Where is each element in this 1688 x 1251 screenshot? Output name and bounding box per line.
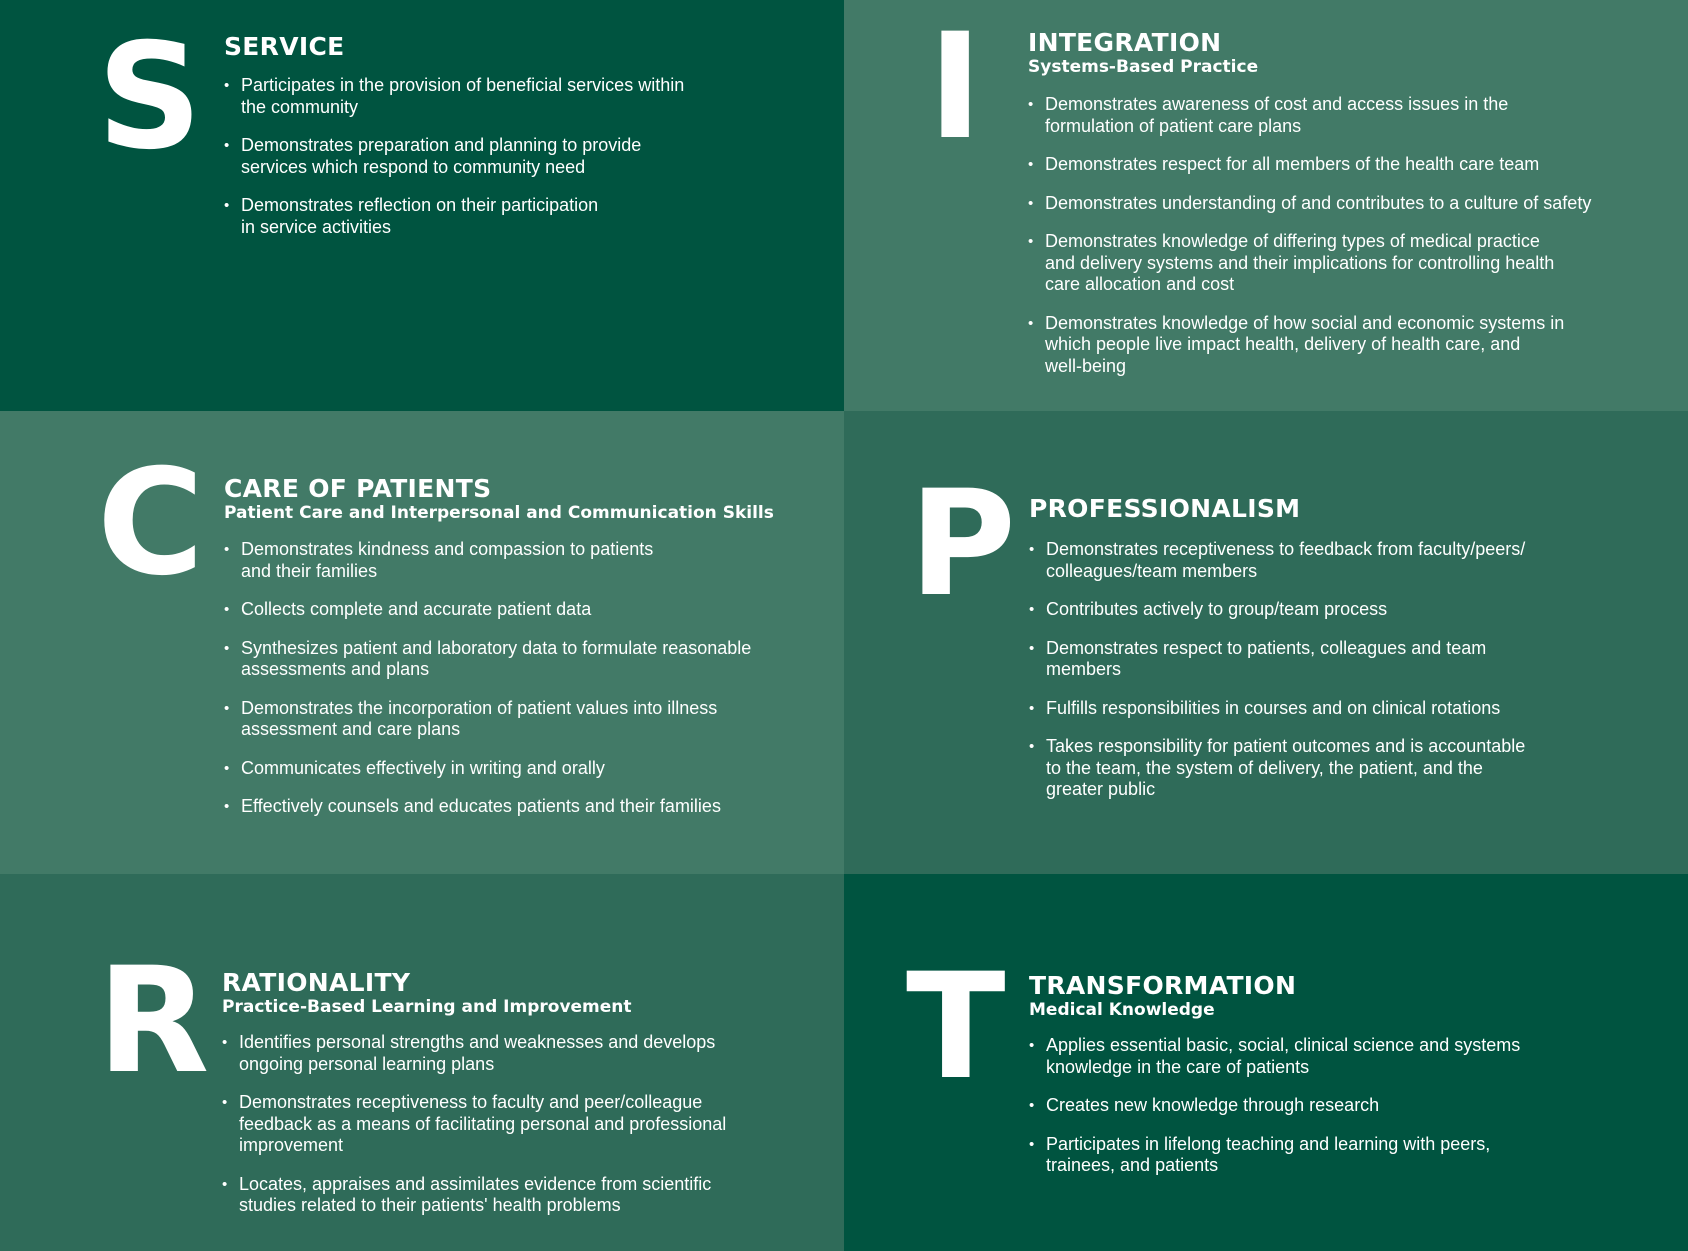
- transformation-subtitle: Medical Knowledge: [1029, 1000, 1215, 1020]
- list-item: • Demonstrates reflection on their participation in service activities: [224, 195, 824, 238]
- rationality-content: [222, 969, 834, 1217]
- list-item: • Demonstrates respect for all members of the health care team: [1028, 154, 1678, 176]
- service-letter: S: [97, 12, 203, 182]
- care-of-patients-title: CARE OF PATIENTS: [224, 474, 492, 503]
- transformation-content: [1029, 972, 1679, 1177]
- list-item: • Participates in the provision of beneficial services within the community: [224, 75, 824, 118]
- list-item: • Demonstrates knowledge of how social and economic systems in which people live impact health, delivery of health care, and well-being: [1028, 313, 1678, 378]
- list-item: • Participates in lifelong teaching and learning with peers, trainees, and patients: [1029, 1134, 1679, 1177]
- professionalism-content: [1029, 495, 1679, 801]
- care-of-patients-letter: C: [97, 438, 205, 608]
- list-item: • Synthesizes patient and laboratory data to formulate reasonable assessments and plans: [224, 638, 834, 681]
- integration-title: INTEGRATION: [1028, 28, 1222, 57]
- list-item: • Communicates effectively in writing and orally: [224, 758, 834, 780]
- list-item: • Effectively counsels and educates patients and their families: [224, 796, 834, 818]
- integration-list: [1028, 94, 1678, 377]
- rationality-subtitle: Practice-Based Learning and Improvement: [222, 997, 632, 1017]
- care-of-patients-subtitle: Patient Care and Interpersonal and Communication Skills: [224, 503, 774, 523]
- rationality-panel: [0, 874, 844, 1251]
- list-item: • Demonstrates the incorporation of patient values into illness assessment and care plans: [224, 698, 834, 741]
- list-item: • Contributes actively to group/team process: [1029, 599, 1679, 621]
- care-of-patients-list: [224, 539, 834, 818]
- rationality-title: RATIONALITY: [222, 968, 411, 997]
- professionalism-title: PROFESSIONALISM: [1029, 494, 1301, 523]
- transformation-letter: T: [906, 942, 1006, 1112]
- integration-panel: [844, 0, 1688, 411]
- service-title: SERVICE: [224, 32, 345, 61]
- list-item: • Demonstrates understanding of and contributes to a culture of safety: [1028, 193, 1678, 215]
- list-item: • Demonstrates awareness of cost and access issues in the formulation of patient care plans: [1028, 94, 1678, 137]
- transformation-list: [1029, 1035, 1679, 1177]
- professionalism-panel: [844, 411, 1688, 874]
- list-item: • Demonstrates receptiveness to faculty and peer/colleague feedback as a means of facilitating personal and professional improvement: [222, 1092, 834, 1157]
- list-item: • Demonstrates knowledge of differing types of medical practice and delivery systems and their implications for controlling health care allocation and cost: [1028, 231, 1678, 296]
- rationality-list: [222, 1032, 834, 1217]
- list-item: • Takes responsibility for patient outcomes and is accountable to the team, the system of delivery, the patient, and the greater public: [1029, 736, 1679, 801]
- integration-letter: I: [928, 2, 983, 172]
- list-item: • Applies essential basic, social, clinical science and systems knowledge in the care of patients: [1029, 1035, 1679, 1078]
- service-panel: [0, 0, 844, 411]
- care-of-patients-content: [224, 475, 834, 818]
- service-content: [224, 33, 824, 238]
- service-list: [224, 75, 824, 238]
- professionalism-letter: P: [909, 459, 1017, 629]
- integration-subtitle: Systems-Based Practice: [1028, 57, 1259, 77]
- transformation-title: TRANSFORMATION: [1029, 971, 1297, 1000]
- list-item: • Identifies personal strengths and weaknesses and develops ongoing personal learning plans: [222, 1032, 834, 1075]
- list-item: • Demonstrates preparation and planning to provide services which respond to community need: [224, 135, 824, 178]
- list-item: • Demonstrates kindness and compassion to patients and their families: [224, 539, 834, 582]
- list-item: • Demonstrates receptiveness to feedback from faculty/peers/ colleagues/team members: [1029, 539, 1679, 582]
- care-of-patients-panel: [0, 411, 844, 874]
- professionalism-list: [1029, 539, 1679, 801]
- rationality-letter: R: [97, 936, 210, 1106]
- list-item: • Collects complete and accurate patient data: [224, 599, 834, 621]
- integration-content: [1028, 29, 1678, 377]
- list-item: • Creates new knowledge through research: [1029, 1095, 1679, 1117]
- list-item: • Locates, appraises and assimilates evidence from scientific studies related to their patients' health problems: [222, 1174, 834, 1217]
- transformation-panel: [844, 874, 1688, 1251]
- list-item: • Demonstrates respect to patients, colleagues and team members: [1029, 638, 1679, 681]
- list-item: • Fulfills responsibilities in courses and on clinical rotations: [1029, 698, 1679, 720]
